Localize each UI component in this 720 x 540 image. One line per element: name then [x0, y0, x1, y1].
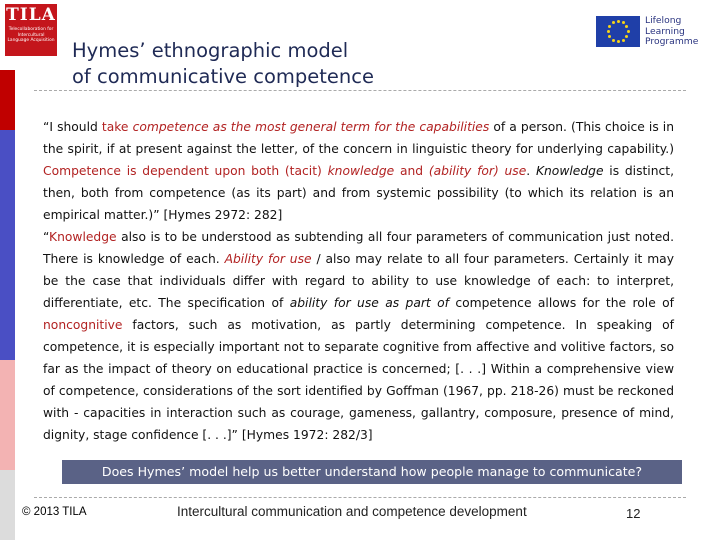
eu-star-icon [622, 39, 625, 42]
quote2-segment: Knowledge [49, 230, 117, 244]
quote1-segment: Knowledge [535, 164, 604, 178]
llp-line-2: Learning [645, 25, 685, 37]
quote2-segment: ability for use as part of [289, 296, 449, 310]
side-bar-blue [0, 130, 15, 360]
llp-line-1: Lifelong [645, 15, 682, 26]
llp-logo-text [645, 16, 698, 48]
quote2-segment: also is to be understood as subtending all four parameters of communication just noted. There is knowledge of each. [43, 230, 674, 266]
quote1-segment: is distinct, then, both from competence (as its part) and from systemic possibility (to which its relation is an empirical matter.)” [Hymes 2972: 282] [43, 164, 675, 222]
slide-title-line-2: of communicative competence [72, 65, 374, 88]
quote1-segment: of a person. (This choice is in the spirit, if at present against the letter, of the concern in linguistic theory for underlying capability.) [43, 120, 675, 156]
footer-copyright: © 2013 TILA [22, 506, 87, 518]
llp-line-3: Programme [645, 36, 699, 47]
tila-logo-subtitle: Telecollaboration for Intercultural Language Acquisition [7, 27, 55, 44]
lifelong-learning-logo [596, 16, 708, 50]
eu-star-icon [617, 20, 620, 23]
quote1-segment: . [526, 164, 536, 178]
header-divider [34, 90, 686, 91]
eu-star-icon [608, 35, 611, 38]
quote-paragraph-1 [43, 116, 674, 226]
page-number: 12 [626, 506, 641, 521]
eu-star-icon [612, 21, 615, 24]
quote-paragraph-2 [43, 226, 674, 446]
quote2-segment: / also may relate to all four parameters. Certainly it may be the case that individuals differ with regard to ability to use knowledge of each: to interpret, differentiate, etc. The specification of [43, 252, 674, 310]
quote1-segment: Competence is dependent upon both (tacit) [43, 164, 328, 178]
eu-star-icon [627, 30, 630, 33]
footer-divider [34, 497, 686, 498]
quote-body [43, 116, 674, 446]
quote1-segment: and [394, 164, 429, 178]
quote2-segment: competence allows for the role of [448, 296, 674, 310]
slide-title [72, 38, 374, 90]
quote1-segment: competence as the most general term for the capabilities [132, 120, 490, 134]
side-bar-red [0, 70, 15, 130]
footer-course-title: Intercultural communication and competence development [177, 504, 527, 519]
quote1-segment: “I should [43, 120, 102, 134]
tila-logo-name: TILA [6, 5, 56, 25]
eu-flag-icon [596, 16, 640, 47]
eu-star-icon [625, 35, 628, 38]
slide-title-line-1: Hymes’ ethnographic model [72, 39, 349, 62]
quote2-segment: noncognitive [43, 318, 123, 332]
side-bar-pink [0, 360, 15, 470]
eu-star-icon [612, 39, 615, 42]
quote2-segment: “ [43, 230, 49, 244]
eu-star-icon [625, 25, 628, 28]
quote1-segment: knowledge [327, 164, 395, 178]
eu-star-icon [608, 25, 611, 28]
tila-logo [4, 3, 58, 57]
quote2-segment: factors, such as motivation, as partly determining competence. In speaking of competence, it is especially important not to separate cognitive from affective and volitive factors, so far as the impact of theory on educational practice is concerned; [. . .] Within a comprehensive view of competence, considerations of the sort identified by Goffman (1967, pp. 218-26) must be reckoned with - capacities in interaction such as courage, gameness, gallantry, composure, presence of mind, dignity, stage confidence [. . .]” [Hymes 1972: 282/3] [43, 318, 674, 442]
question-banner: Does Hymes’ model help us better understand how people manage to communicate? [62, 460, 682, 484]
quote2-segment: Ability for use [224, 252, 312, 266]
eu-star-icon [607, 30, 610, 33]
eu-star-icon [617, 40, 620, 43]
side-bar-gray [0, 470, 15, 540]
eu-star-icon [622, 21, 625, 24]
quote1-segment: (ability for) use [428, 164, 527, 178]
quote1-segment: take [101, 120, 133, 134]
